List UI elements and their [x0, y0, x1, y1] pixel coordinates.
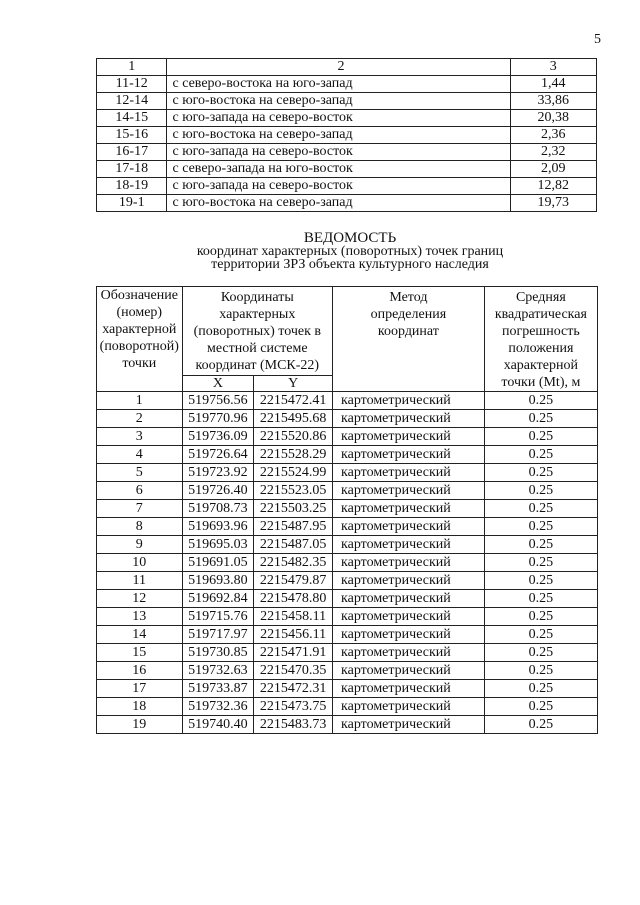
segment-direction: с юго-востока на северо-запад — [167, 93, 510, 110]
header-error: Средняя квадратическая погрешность положения характерной точки (Mt), м — [484, 287, 597, 392]
segment-length: 20,38 — [510, 110, 596, 127]
point-x: 519740.40 — [182, 716, 254, 734]
point-y: 2215487.05 — [254, 536, 333, 554]
segment-points: 12-14 — [97, 93, 167, 110]
point-method: картометрический — [333, 698, 485, 716]
point-error: 0.25 — [484, 482, 597, 500]
point-y: 2215456.11 — [254, 626, 333, 644]
coordinate-row — [97, 698, 598, 716]
segment-length: 2,36 — [510, 127, 596, 144]
segments-header-row — [97, 59, 597, 76]
point-x: 519733.87 — [182, 680, 254, 698]
point-y: 2215487.95 — [254, 518, 333, 536]
point-method: картометрический — [333, 662, 485, 680]
point-method: картометрический — [333, 464, 485, 482]
segment-points: 18-19 — [97, 178, 167, 195]
point-y: 2215470.35 — [254, 662, 333, 680]
coordinates-header-row — [97, 287, 598, 376]
point-error: 0.25 — [484, 662, 597, 680]
point-error: 0.25 — [484, 590, 597, 608]
point-y: 2215479.87 — [254, 572, 333, 590]
point-number: 16 — [97, 662, 183, 680]
point-method: картометрический — [333, 428, 485, 446]
point-x: 519726.40 — [182, 482, 254, 500]
point-y: 2215503.25 — [254, 500, 333, 518]
point-number: 6 — [97, 482, 183, 500]
coordinate-row — [97, 608, 598, 626]
point-number: 4 — [97, 446, 183, 464]
coordinate-row — [97, 626, 598, 644]
point-error: 0.25 — [484, 716, 597, 734]
statement-title-line2: координат характерных (поворотных) точек границ — [196, 244, 504, 259]
segment-row — [97, 178, 597, 195]
point-method: картометрический — [333, 554, 485, 572]
point-y: 2215524.99 — [254, 464, 333, 482]
segments-header-cell: 1 — [97, 59, 167, 76]
point-y: 2215520.86 — [254, 428, 333, 446]
point-x: 519730.85 — [182, 644, 254, 662]
coordinate-row — [97, 392, 598, 410]
point-x: 519756.56 — [182, 392, 254, 410]
segment-length: 2,32 — [510, 144, 596, 161]
point-x: 519732.36 — [182, 698, 254, 716]
point-error: 0.25 — [484, 626, 597, 644]
segment-direction: с юго-востока на северо-запад — [167, 127, 510, 144]
statement-title-line3: территории ЗРЗ объекта культурного наследия — [211, 257, 489, 272]
coordinate-row — [97, 590, 598, 608]
segment-direction: с юго-запада на северо-восток — [167, 110, 510, 127]
point-number: 10 — [97, 554, 183, 572]
point-error: 0.25 — [484, 572, 597, 590]
segment-direction: с северо-запада на юго-восток — [167, 161, 510, 178]
coordinate-row — [97, 554, 598, 572]
point-y: 2215483.73 — [254, 716, 333, 734]
segment-points: 19-1 — [97, 195, 167, 212]
segment-direction: с северо-востока на юго-запад — [167, 76, 510, 93]
segment-direction: с юго-запада на северо-восток — [167, 178, 510, 195]
point-number: 5 — [97, 464, 183, 482]
header-method: Метод определения координат — [333, 287, 485, 392]
point-error: 0.25 — [484, 500, 597, 518]
point-x: 519717.97 — [182, 626, 254, 644]
point-method: картометрический — [333, 608, 485, 626]
point-y: 2215471.91 — [254, 644, 333, 662]
point-error: 0.25 — [484, 554, 597, 572]
point-method: картометрический — [333, 644, 485, 662]
point-x: 519693.80 — [182, 572, 254, 590]
segments-table-body — [97, 76, 597, 212]
point-number: 18 — [97, 698, 183, 716]
point-error: 0.25 — [484, 698, 597, 716]
coordinate-row — [97, 410, 598, 428]
point-error: 0.25 — [484, 392, 597, 410]
point-error: 0.25 — [484, 428, 597, 446]
point-number: 14 — [97, 626, 183, 644]
coordinate-row — [97, 464, 598, 482]
point-number: 11 — [97, 572, 183, 590]
point-number: 15 — [97, 644, 183, 662]
segment-direction: с юго-запада на северо-восток — [167, 144, 510, 161]
point-number: 13 — [97, 608, 183, 626]
coordinate-row — [97, 644, 598, 662]
coordinate-row — [97, 500, 598, 518]
statement-title — [140, 232, 560, 271]
coordinate-row — [97, 482, 598, 500]
coordinate-row — [97, 716, 598, 734]
point-number: 7 — [97, 500, 183, 518]
segment-length: 12,82 — [510, 178, 596, 195]
point-y: 2215473.75 — [254, 698, 333, 716]
point-x: 519770.96 — [182, 410, 254, 428]
point-error: 0.25 — [484, 680, 597, 698]
segment-row — [97, 76, 597, 93]
point-x: 519726.64 — [182, 446, 254, 464]
segment-length: 1,44 — [510, 76, 596, 93]
segment-direction: с юго-востока на северо-запад — [167, 195, 510, 212]
point-x: 519732.63 — [182, 662, 254, 680]
segment-length: 33,86 — [510, 93, 596, 110]
point-x: 519692.84 — [182, 590, 254, 608]
point-y: 2215472.41 — [254, 392, 333, 410]
point-y: 2215472.31 — [254, 680, 333, 698]
segment-row — [97, 144, 597, 161]
coordinate-row — [97, 518, 598, 536]
point-number: 12 — [97, 590, 183, 608]
point-number: 8 — [97, 518, 183, 536]
point-method: картометрический — [333, 392, 485, 410]
coordinate-row — [97, 572, 598, 590]
segment-row — [97, 195, 597, 212]
point-number: 1 — [97, 392, 183, 410]
point-y: 2215478.80 — [254, 590, 333, 608]
point-x: 519723.92 — [182, 464, 254, 482]
point-x: 519715.76 — [182, 608, 254, 626]
segments-table-header — [97, 59, 597, 76]
point-x: 519736.09 — [182, 428, 254, 446]
point-y: 2215458.11 — [254, 608, 333, 626]
point-error: 0.25 — [484, 464, 597, 482]
page-number: 5 — [594, 32, 601, 47]
segment-points: 15-16 — [97, 127, 167, 144]
point-number: 9 — [97, 536, 183, 554]
segment-points: 16-17 — [97, 144, 167, 161]
segment-points: 11-12 — [97, 76, 167, 93]
point-method: картометрический — [333, 518, 485, 536]
segment-row — [97, 110, 597, 127]
coordinates-table-body — [97, 392, 598, 734]
point-error: 0.25 — [484, 410, 597, 428]
point-method: картометрический — [333, 536, 485, 554]
coordinates-table-header — [97, 287, 598, 392]
segment-row — [97, 127, 597, 144]
point-method: картометрический — [333, 626, 485, 644]
coordinate-row — [97, 662, 598, 680]
point-x: 519691.05 — [182, 554, 254, 572]
point-error: 0.25 — [484, 518, 597, 536]
segment-row — [97, 161, 597, 178]
segments-header-cell: 3 — [510, 59, 596, 76]
coordinate-row — [97, 536, 598, 554]
point-method: картометрический — [333, 446, 485, 464]
point-number: 3 — [97, 428, 183, 446]
header-coordinates: Координаты характерных (поворотных) точек в местной системе координат (МСК-22) — [182, 287, 332, 376]
point-number: 19 — [97, 716, 183, 734]
point-number: 17 — [97, 680, 183, 698]
segments-header-cell: 2 — [167, 59, 510, 76]
coordinate-row — [97, 428, 598, 446]
point-error: 0.25 — [484, 446, 597, 464]
point-y: 2215528.29 — [254, 446, 333, 464]
coordinate-row — [97, 446, 598, 464]
segment-length: 19,73 — [510, 195, 596, 212]
point-error: 0.25 — [484, 536, 597, 554]
header-y: Y — [254, 375, 333, 391]
segment-row — [97, 93, 597, 110]
header-x: X — [182, 375, 254, 391]
point-x: 519708.73 — [182, 500, 254, 518]
point-number: 2 — [97, 410, 183, 428]
point-method: картометрический — [333, 572, 485, 590]
point-x: 519693.96 — [182, 518, 254, 536]
point-method: картометрический — [333, 680, 485, 698]
point-method: картометрический — [333, 716, 485, 734]
point-error: 0.25 — [484, 644, 597, 662]
point-y: 2215495.68 — [254, 410, 333, 428]
segment-points: 17-18 — [97, 161, 167, 178]
coordinate-row — [97, 680, 598, 698]
segment-points: 14-15 — [97, 110, 167, 127]
point-x: 519695.03 — [182, 536, 254, 554]
segment-length: 2,09 — [510, 161, 596, 178]
point-error: 0.25 — [484, 608, 597, 626]
coordinates-table — [96, 286, 598, 734]
header-designation: Обозначение (номер) характерной (поворотной) точки — [97, 287, 183, 392]
point-method: картометрический — [333, 410, 485, 428]
statement-title-main: ВЕДОМОСТЬ — [303, 230, 397, 246]
segments-table — [96, 58, 597, 212]
point-method: картометрический — [333, 500, 485, 518]
point-method: картометрический — [333, 482, 485, 500]
point-method: картометрический — [333, 590, 485, 608]
point-y: 2215482.35 — [254, 554, 333, 572]
point-y: 2215523.05 — [254, 482, 333, 500]
